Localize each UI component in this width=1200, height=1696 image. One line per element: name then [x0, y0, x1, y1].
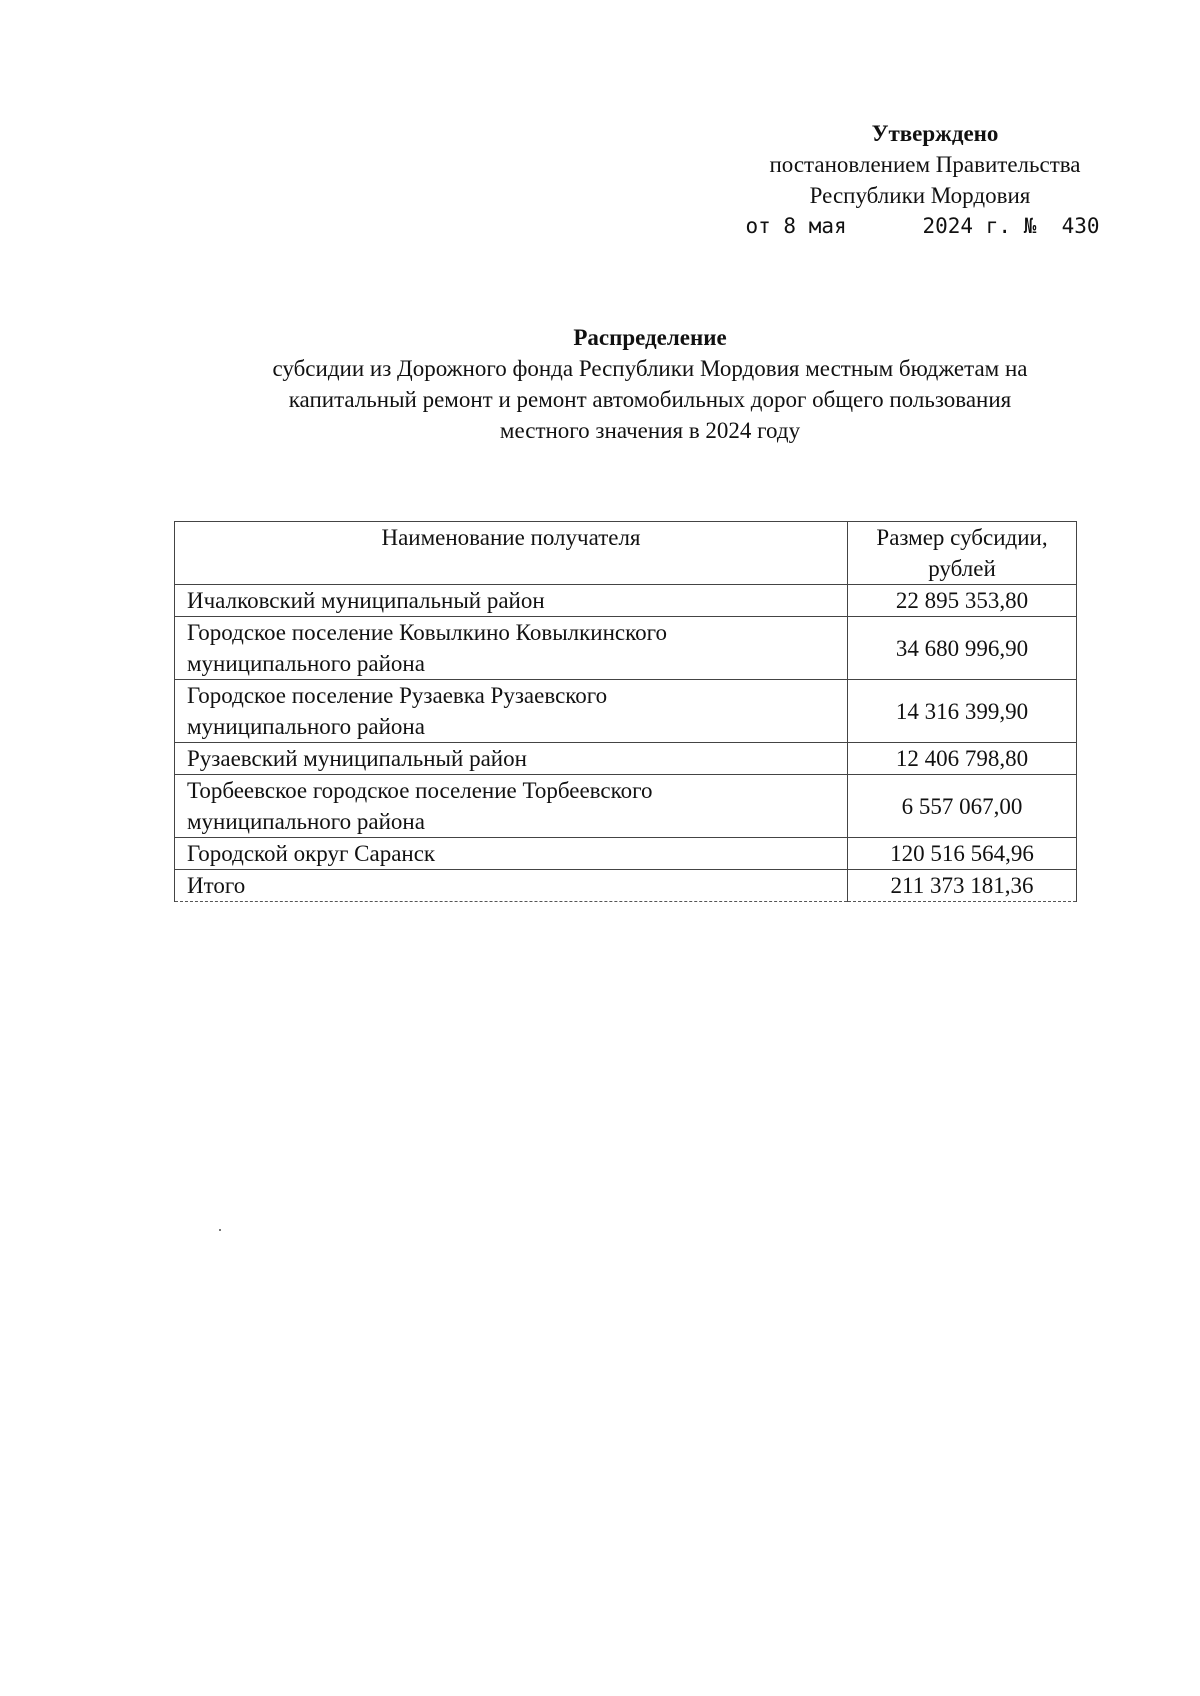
- recipient-name-line: Рузаевский муниципальный район: [187, 746, 527, 771]
- subtitle-line: субсидии из Дорожного фонда Республики Мордовия местным бюджетам на: [272, 356, 1028, 381]
- recipient-name: [175, 585, 848, 617]
- scan-speck: [219, 1229, 221, 1231]
- header-amount-line: Размер субсидии,: [876, 525, 1048, 550]
- subsidy-amount: 6 557 067,00: [848, 775, 1077, 838]
- subsidy-amount: 22 895 353,80: [848, 585, 1077, 617]
- decree-line: постановлением Правительства: [769, 152, 1081, 177]
- recipient-name-line: Городской округ Саранск: [187, 841, 436, 866]
- recipient-name-line: Городское поселение Ковылкино Ковылкинского: [187, 620, 667, 645]
- header-subsidy-amount: [848, 522, 1077, 585]
- recipient-name-line: муниципального района: [187, 809, 425, 834]
- recipient-name: [175, 680, 848, 743]
- republic-line: Республики Мордовия: [809, 183, 1031, 208]
- decree-date-line: [725, 211, 1120, 242]
- recipient-name: [175, 743, 848, 775]
- subsidy-amount: 12 406 798,80: [848, 743, 1077, 775]
- approved-label: Утверждено: [871, 121, 999, 146]
- date-prefix: от: [745, 214, 771, 238]
- table-row: [175, 775, 1077, 838]
- title-main: Распределение: [573, 325, 727, 350]
- total-label: Итого: [175, 870, 848, 902]
- table-row: [175, 838, 1077, 870]
- approval-block: [720, 118, 1120, 242]
- decree-year: 2024 г.: [922, 214, 1012, 238]
- table-row: [175, 617, 1077, 680]
- recipient-name-line: муниципального района: [187, 651, 425, 676]
- recipient-name-line: Городское поселение Рузаевка Рузаевского: [187, 683, 608, 708]
- recipient-name-line: Ичалковский муниципальный район: [187, 588, 545, 613]
- recipient-name: [175, 617, 848, 680]
- decree-number: 430: [1061, 214, 1100, 238]
- table-row: [175, 585, 1077, 617]
- table-row: [175, 743, 1077, 775]
- subtitle-line: капитальный ремонт и ремонт автомобильных дорог общего пользования: [288, 387, 1012, 412]
- header-amount-line: рублей: [928, 556, 996, 581]
- document-title: [100, 322, 1200, 446]
- total-amount: 211 373 181,36: [848, 870, 1077, 902]
- decree-month: мая: [808, 214, 847, 238]
- number-sign: №: [1023, 214, 1037, 238]
- recipient-name-line: муниципального района: [187, 714, 425, 739]
- subsidy-distribution-table: [174, 521, 1077, 902]
- recipient-name: [175, 838, 848, 870]
- table-total-row: [175, 870, 1077, 902]
- table-row: [175, 680, 1077, 743]
- recipient-name: [175, 775, 848, 838]
- header-recipient-name: Наименование получателя: [175, 522, 848, 585]
- table-header-row: [175, 522, 1077, 585]
- subsidy-amount: 14 316 399,90: [848, 680, 1077, 743]
- subsidy-amount: 34 680 996,90: [848, 617, 1077, 680]
- subsidy-amount: 120 516 564,96: [848, 838, 1077, 870]
- recipient-name-line: Торбеевское городское поселение Торбеевского: [187, 778, 653, 803]
- decree-day: 8: [783, 214, 797, 238]
- subtitle-line: местного значения в 2024 году: [499, 418, 801, 443]
